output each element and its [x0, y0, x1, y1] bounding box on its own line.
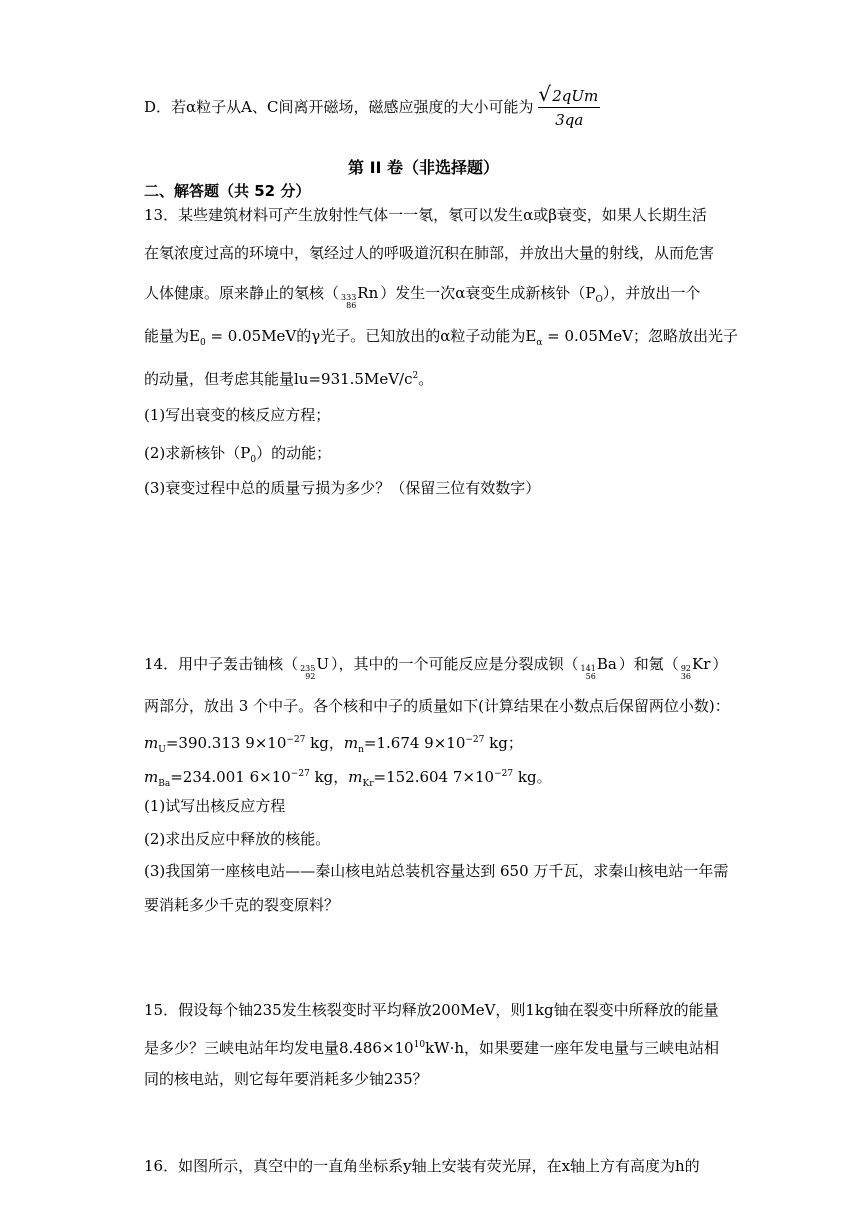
q14-masses1: $m_U=390.313$ $9\times 10^{-27}$ kg，$m_n=1.674$ $9\times 10^{-27}$ kg；	[144, 734, 523, 755]
option-d	[144, 82, 600, 130]
radon-nuclide: 333 86 Rn	[341, 284, 379, 310]
q13-line4: 能量为$E_0 = 0.05MeV$的γ光子。已知放出的α粒子动能为$E_\alpha = 0.05MeV$；忽略放出光子	[144, 327, 738, 348]
uranium-nuclide: 235 92 U	[300, 655, 330, 681]
q13-part2: (2)求新核钋$(P_0)$的动能；	[144, 444, 332, 465]
option-d-text: D．若α粒子从A、C间离开磁场，磁感应强度的大小可能为	[144, 98, 534, 116]
q14-masses2: $m_{Ba}=234.001$ $6\times 10^{-27}$ kg，$m_{Kr}=152.604$ $7\times 10^{-27}$ kg。	[144, 768, 552, 789]
q14-part3b: 要消耗多少千克的裂变原料？	[144, 896, 340, 914]
q13-line5: 的动量，但考虑其能量$lu=931.5MeV/c^2$。	[144, 370, 434, 388]
q14-part2: (2)求出反应中释放的核能。	[144, 830, 331, 848]
q14-part3a: (3)我国第一座核电站——秦山核电站总装机容量达到 650 万千瓦，求秦山核电站一年需	[144, 862, 729, 880]
q14-line1: 14．用中子轰击铀核（ 235 92 U ），其中的一个可能反应是分裂成钡（ 141 56 Ba ）和氪（ 92 36 Kr ）	[144, 655, 728, 681]
q14-line2: 两部分，放出 3 个中子。各个核和中子的质量如下(计算结果在小数点后保留两位小数)：	[144, 697, 730, 715]
fraction-denominator: 3qa	[555, 111, 584, 129]
q15-line2: 是多少？三峡电站年均发电量$8.486\times 10^{10}kW\cdot h$，如果要建一座年发电量与三峡电站相	[144, 1039, 719, 1057]
q15-line1: 15．假设每个铀235发生核裂变时平均释放200MeV，则1kg铀在裂变中所释放的能量	[144, 1001, 719, 1019]
section-heading: 二、解答题（共 52 分）	[144, 182, 311, 200]
q13-part1: (1)写出衰变的核反应方程；	[144, 406, 331, 424]
q14-part1: (1)试写出核反应方程	[144, 797, 286, 815]
q16-line1: 16．如图所示，真空中的一直角坐标系y轴上安装有荧光屏，在x轴上方有高度为h的	[144, 1157, 700, 1175]
q13-line2: 在氡浓度过高的环境中，氡经过人的呼吸道沉积在肺部，并放出大量的射线，从而危害	[144, 244, 715, 262]
option-d-fraction: √ 2qUm 3qa	[538, 82, 599, 129]
barium-nuclide: 141 56 Ba	[580, 655, 617, 681]
q15-line3: 同的核电站，则它每年要消耗多少铀235？	[144, 1070, 428, 1088]
q13-part3: (3)衰变过程中总的质量亏损为多少？（保留三位有效数字）	[144, 479, 541, 497]
krypton-nuclide: 92 36 Kr	[680, 655, 711, 681]
q13-line3: 人体健康。原来静止的氡核（ 333 86 Rn ）发生一次α衰变生成新核钋$(P_O)$，并放出一个	[144, 284, 701, 310]
q13-line1: 13．某些建筑材料可产生放射性气体一一氡，氡可以发生α或β衰变，如果人长期生活	[144, 206, 707, 224]
part-title: 第 II 卷（非选择题）	[348, 158, 500, 177]
fraction-numerator: 2qUm	[552, 87, 599, 105]
